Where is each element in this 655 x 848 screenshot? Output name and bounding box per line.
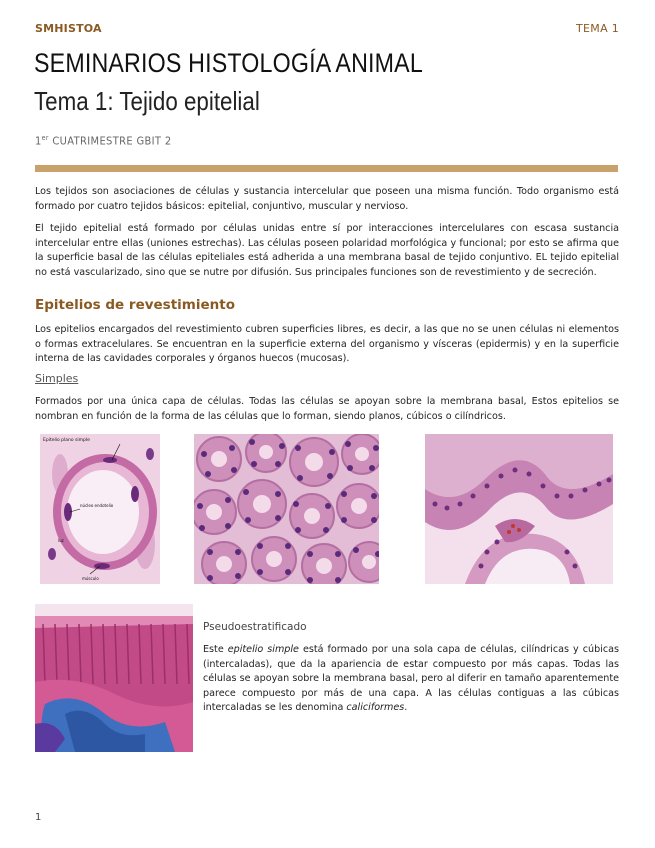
page-number: 1 xyxy=(35,812,42,823)
heading-simples: Simples xyxy=(35,372,79,385)
micrograph-simple-columnar xyxy=(425,434,613,584)
heading-pseudoestratificado: Pseudoestratificado xyxy=(203,621,307,633)
micrograph-simple-cuboidal xyxy=(194,434,379,584)
course-ordinal-sup: er xyxy=(41,134,49,142)
course-info xyxy=(35,134,172,148)
paragraph-revestimiento: Los epitelios encargados del revestimiento cubren superficies libres, es decir, a las que no se unen células ni elementos o formas extracelulares. Se encuentran en la superficie externa del organismo y vísceras (epidermis) y en la superficie interna de las cavidades corporales y órganos huecos (mucosas). xyxy=(35,324,619,364)
course-ordinal: 1 xyxy=(35,134,42,148)
page-subtitle: Tema 1: Tejido epitelial xyxy=(34,86,260,116)
paragraph-simples: Formados por una única capa de células. Todas las células se apoyan sobre la membrana basal, Estos epitelios se nombran en función de la forma de las células que lo forman, siendo planos, cúbicos o cilíndricos. xyxy=(35,396,619,422)
micrograph-label-mid1: núcleo endotelio xyxy=(80,503,114,508)
micrograph-label-bottom: músculo xyxy=(82,576,99,581)
micrograph-simple-squamous xyxy=(40,434,160,584)
header-doc-code: SMHISTOA xyxy=(35,22,102,35)
micrograph-label-mid2: luz xyxy=(58,538,64,543)
pseudo-text-a: Este xyxy=(203,644,228,655)
header-topic: TEMA 1 xyxy=(576,22,619,35)
pseudo-text-emphasis-2: caliciformes xyxy=(346,702,405,713)
micrograph-pseudostratified xyxy=(35,604,193,752)
pseudo-text-e: . xyxy=(404,702,408,713)
paragraph-pseudoestratificado xyxy=(203,643,619,716)
pseudo-text-c: está formado por una sola capa de células, cilíndricas y cúbicas (intercaladas), que da la apariencia de estar compuesto por más capas. Todas las células se apoyan sobre la membrana basal, pero al diferir en tamaño aparentemente parece compuesto por más de una capa. A las células contiguas a las cúbicas intercaladas se les denomina xyxy=(203,644,620,713)
heading-revestimiento: Epitelios de revestimiento xyxy=(35,297,235,313)
paragraph-intro: Los tejidos son asociaciones de células y sustancia intercelular que poseen una misma función. Todo organismo está formado por cuatro tejidos básicos: epitelial, conjuntivo, muscular y nervioso. xyxy=(35,186,619,212)
pseudo-text-emphasis-1: epitelio simple xyxy=(227,644,299,655)
header-divider xyxy=(35,165,618,172)
page-title: SEMINARIOS HISTOLOGÍA ANIMAL xyxy=(34,48,423,78)
micrograph-label-top: Epitelio plano simple xyxy=(43,438,90,443)
course-rest: CUATRIMESTRE GBIT 2 xyxy=(48,134,172,148)
paragraph-epitelial: El tejido epitelial está formado por células unidas entre sí por interacciones intercelulares con escasa sustancia intercelular entre ellas (uniones estrechas). Las células poseen polaridad morfológica y funcional; por esto se afirma que la superficie basal de las células epiteliales está adherida a una membrana basal de tejido conjuntivo. EL tejido epitelial no está vascularizado, sino que se nutre por difusión. Sus principales funciones son de revestimiento y de secreción. xyxy=(35,223,619,278)
